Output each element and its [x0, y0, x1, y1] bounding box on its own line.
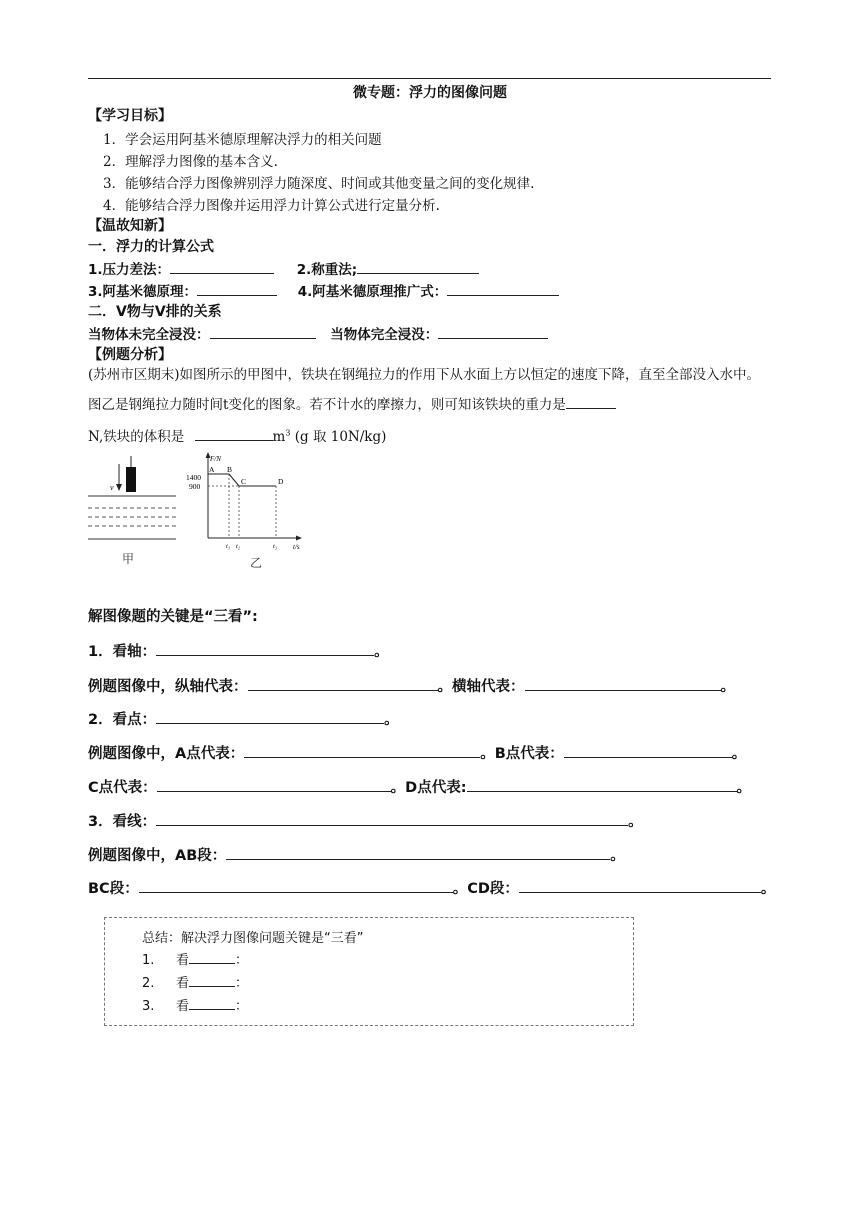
axis-blank[interactable]	[156, 641, 374, 656]
period: 。	[374, 644, 389, 660]
figure-jia	[88, 452, 188, 572]
volume-row	[88, 323, 548, 343]
y-tick-900: 900	[189, 482, 201, 491]
example-text-1: (苏州市区期末)如图所示的甲图中，铁块在钢绳拉力的作用下从水面上方以恒定的速度下降，直至全部没入水中。图乙是钢绳拉力随时间t变化的图象。若不计水的摩擦力，则可知该铁块的重力是	[88, 367, 761, 413]
example-text-2c: (g 取 10N/kg)	[290, 429, 387, 445]
figure-jia-label: 甲	[122, 552, 135, 566]
lines-blank[interactable]	[156, 811, 628, 826]
point-b: B	[227, 465, 233, 474]
line-lines-label: 3．看线：	[88, 814, 157, 830]
x-axis-arrow	[296, 536, 302, 541]
example-text-2a: N,铁块的体积是	[88, 429, 185, 445]
point-d-blank[interactable]	[467, 777, 737, 792]
volume-partial-label: 当物体未完全浸没：	[88, 327, 210, 343]
period: 。	[736, 780, 751, 796]
period: 。	[760, 881, 776, 897]
line-axis-example	[88, 675, 735, 696]
segment-bc-label: BC段：	[88, 881, 139, 897]
summary-look: 看	[176, 976, 190, 991]
segment-bc-blank[interactable]	[139, 878, 453, 893]
page-title: 微专题：浮力的图像问题	[353, 85, 507, 101]
top-rule	[88, 78, 771, 79]
x-axis-label: t/s	[293, 543, 300, 551]
formula-row-1	[88, 258, 479, 278]
segment-ab-blank[interactable]	[226, 845, 610, 860]
line-bc-cd	[88, 877, 775, 898]
summary-colon: ：	[235, 999, 249, 1014]
point-b-label: 。B点代表：	[480, 746, 564, 762]
x-tick-t2: t₂	[236, 543, 241, 550]
figure-yi-label: 乙	[250, 556, 263, 570]
period: 。	[628, 814, 643, 830]
summary-blank-2[interactable]	[189, 972, 235, 987]
iron-block	[126, 467, 136, 492]
point-d: D	[278, 477, 284, 486]
period: 。	[720, 679, 735, 695]
summary-colon: ：	[235, 953, 249, 968]
formula-archimedes-label: 3.阿基米德原理：	[88, 284, 198, 300]
segment-cd-label: 。CD段：	[452, 881, 519, 897]
summary-blank-3[interactable]	[189, 995, 235, 1010]
arrow-head	[116, 484, 122, 491]
summary-colon: ：	[235, 976, 249, 991]
points-blank[interactable]	[156, 709, 384, 724]
example-heading: 【例题分析】	[88, 347, 172, 363]
line-axis-label: 1．看轴：	[88, 644, 157, 660]
summary-item-3	[142, 995, 248, 1014]
volume-full-label: 当物体完全浸没：	[330, 327, 439, 343]
period: 。	[384, 712, 399, 728]
period: 。	[610, 848, 625, 864]
summary-heading: 总结：解决浮力图像问题关键是“三看”	[142, 931, 364, 946]
line-points	[88, 708, 399, 729]
x-tick-t3: t₃	[273, 543, 278, 550]
y-axis-label: F/N	[210, 455, 221, 463]
example-text	[88, 360, 772, 420]
example-text-2b: m	[272, 429, 286, 445]
review-heading: 【温故知新】	[88, 218, 172, 234]
summary-look: 看	[176, 953, 190, 968]
y-tick-1400: 1400	[186, 473, 201, 482]
period: 。	[731, 746, 747, 762]
formula-pressure-blank[interactable]	[170, 259, 274, 274]
point-a: A	[209, 465, 215, 474]
point-c: C	[241, 477, 247, 486]
horizontal-axis-label: 。横轴代表：	[437, 679, 525, 695]
example-text-line2	[88, 425, 386, 445]
vertical-axis-blank[interactable]	[248, 676, 438, 691]
summary-blank-1[interactable]	[189, 949, 235, 964]
velocity-label: v	[110, 483, 114, 492]
line-ab	[88, 844, 625, 865]
horizontal-axis-blank[interactable]	[525, 676, 721, 691]
formula-row-2	[88, 280, 559, 300]
figure-yi	[186, 450, 310, 574]
line-axis	[88, 640, 389, 661]
summary-item-1	[142, 949, 248, 968]
formula-extended-label: 4.阿基米德原理推广式：	[297, 284, 448, 300]
review-sub1: 一．浮力的计算公式	[88, 239, 214, 255]
goal-item: 3．能够结合浮力图像辨别浮力随深度、时间或其他变量之间的变化规律.	[103, 176, 535, 192]
summary-item-2	[142, 972, 248, 991]
point-c-label: C点代表：	[88, 780, 157, 796]
example-text-2sup: 3	[285, 428, 291, 438]
volume-blank[interactable]	[195, 426, 273, 441]
volume-full-blank[interactable]	[438, 324, 548, 339]
point-d-label: 。D点代表:	[390, 780, 467, 796]
goal-item: 1．学会运用阿基米德原理解决浮力的相关问题	[103, 132, 382, 148]
segment-ab-label: 例题图像中，AB段：	[88, 848, 227, 864]
line-points-ab	[88, 742, 746, 763]
point-b-blank[interactable]	[564, 743, 732, 758]
segment-cd-blank[interactable]	[519, 878, 761, 893]
goals-heading: 【学习目标】	[88, 108, 172, 124]
line-points-cd	[88, 776, 751, 797]
line-lines	[88, 810, 643, 831]
formula-archimedes-blank[interactable]	[197, 281, 277, 296]
weight-blank[interactable]	[566, 394, 616, 409]
formula-pressure-label: 1.压力差法：	[88, 262, 171, 278]
summary-look: 看	[176, 999, 190, 1014]
three-intro: 解图像题的关键是“三看”:	[88, 609, 258, 625]
goal-item: 2．理解浮力图像的基本含义.	[103, 154, 278, 170]
vertical-axis-label: 例题图像中，纵轴代表：	[88, 679, 248, 695]
line-points-label: 2．看点：	[88, 712, 157, 728]
review-sub2: 二．V物与V排的关系	[88, 304, 222, 320]
point-a-label: 例题图像中，A点代表：	[88, 746, 245, 762]
formula-weigh-blank[interactable]	[357, 259, 479, 274]
formula-weigh-label: 2.称重法;	[296, 262, 358, 278]
point-c-blank[interactable]	[157, 777, 391, 792]
volume-partial-blank[interactable]	[210, 324, 316, 339]
point-a-blank[interactable]	[244, 743, 480, 758]
summary-number: 1.	[142, 953, 155, 968]
formula-extended-blank[interactable]	[447, 281, 559, 296]
summary-number: 3.	[142, 999, 155, 1014]
summary-number: 2.	[142, 976, 155, 991]
x-tick-t1: t₁	[226, 543, 231, 550]
goal-item: 4．能够结合浮力图像并运用浮力计算公式进行定量分析.	[103, 198, 440, 214]
